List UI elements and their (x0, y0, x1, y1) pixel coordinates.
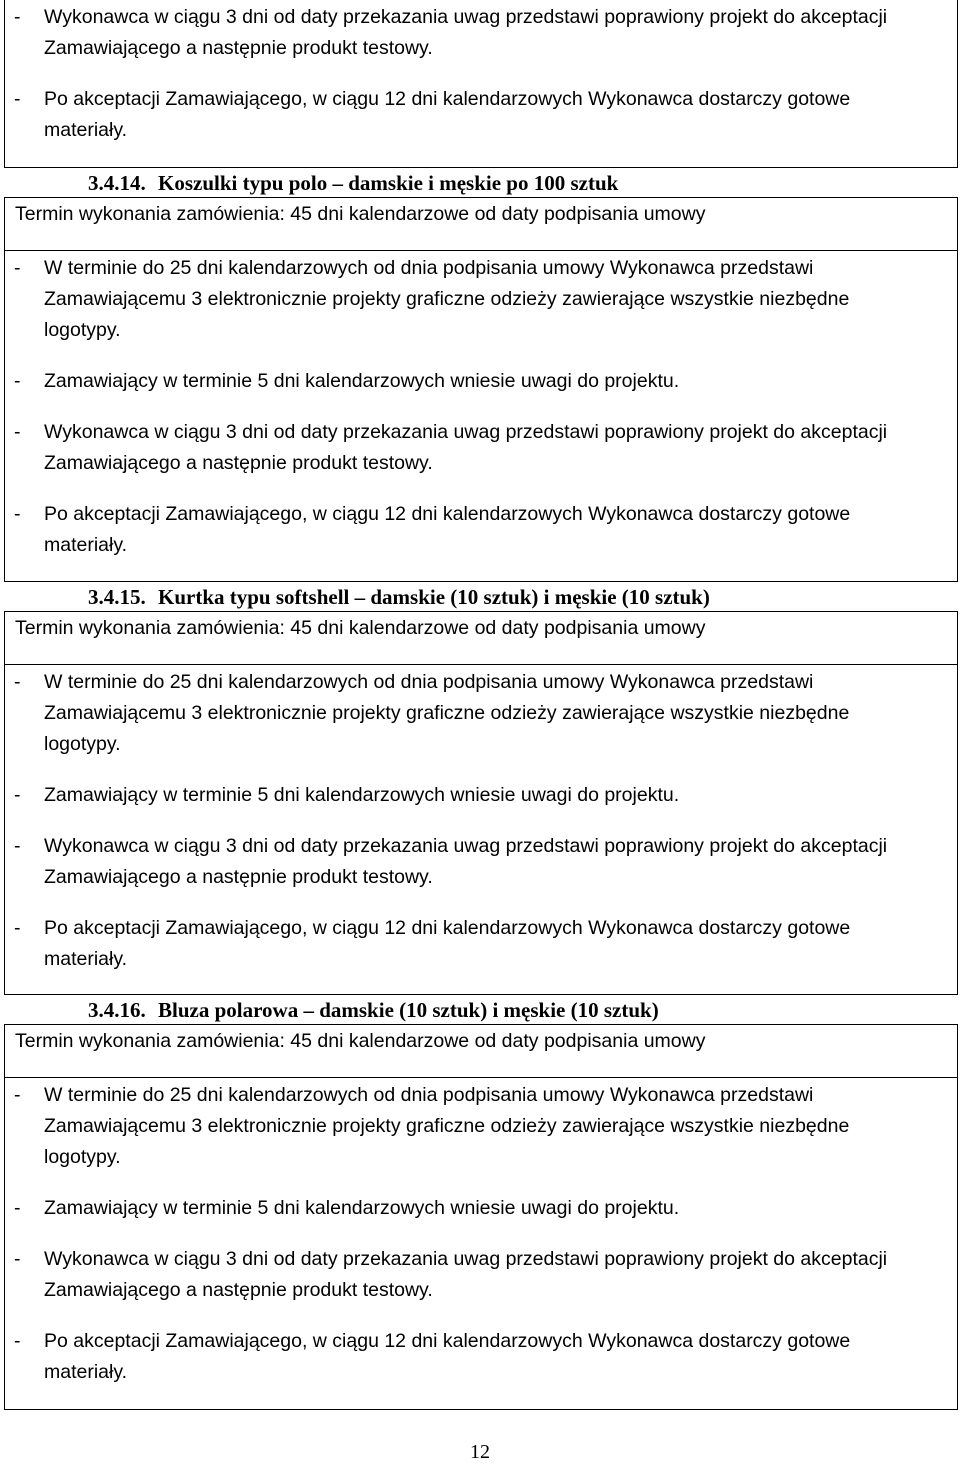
item-line: materiały. (44, 534, 128, 556)
section-number: 3.4.15. (88, 585, 146, 609)
item-line: Po akceptacji Zamawiającego, w ciągu 12 dni kalendarzowych Wykonawca dostarczy gotowe (44, 503, 851, 525)
bullet-dash: - (14, 671, 21, 693)
bullet-dash: - (14, 503, 21, 525)
item-line: Wykonawca w ciągu 3 dni od daty przekazania uwag przedstawi poprawiony projekt do akceptacji (44, 835, 888, 857)
section-title: Kurtka typu softshell – damskie (10 sztuk) i męskie (10 sztuk) (158, 585, 710, 609)
item-line: Zamawiającemu 3 elektronicznie projekty graficzne odzieży zawierające wszystkie niezbędne (44, 702, 850, 724)
bullet-dash: - (14, 370, 21, 392)
item-line: Zamawiającemu 3 elektronicznie projekty graficzne odzieży zawierające wszystkie niezbędne (44, 288, 850, 310)
item-line: Po akceptacji Zamawiającego, w ciągu 12 dni kalendarzowych Wykonawca dostarczy gotowe (44, 917, 851, 939)
requirements-cell (4, 250, 958, 582)
bullet-dash: - (14, 6, 21, 28)
item-line: Wykonawca w ciągu 3 dni od daty przekazania uwag przedstawi poprawiony projekt do akceptacji (44, 1248, 888, 1270)
bullet-dash: - (14, 1330, 21, 1352)
section-title: Koszulki typu polo – damskie i męskie po 100 sztuk (158, 171, 619, 195)
item-line: Zamawiającego a następnie produkt testowy. (44, 1279, 433, 1301)
term-text: Termin wykonania zamówienia: 45 dni kalendarzowe od daty podpisania umowy (15, 1030, 706, 1052)
item-line: Zamawiającego a następnie produkt testowy. (44, 37, 433, 59)
term-text: Termin wykonania zamówienia: 45 dni kalendarzowe od daty podpisania umowy (15, 617, 706, 639)
item-line: Zamawiający w terminie 5 dni kalendarzowych wniesie uwagi do projektu. (44, 370, 680, 392)
item-line: logotypy. (44, 1146, 121, 1168)
item-line: Zamawiającego a następnie produkt testowy. (44, 452, 433, 474)
item-line: materiały. (44, 119, 128, 141)
term-text: Termin wykonania zamówienia: 45 dni kalendarzowe od daty podpisania umowy (15, 203, 706, 225)
item-line: Zamawiający w terminie 5 dni kalendarzowych wniesie uwagi do projektu. (44, 784, 680, 806)
item-line: W terminie do 25 dni kalendarzowych od dnia podpisania umowy Wykonawca przedstawi (44, 257, 814, 279)
bullet-dash: - (14, 421, 21, 443)
section-heading (88, 997, 659, 1023)
item-line: Wykonawca w ciągu 3 dni od daty przekazania uwag przedstawi poprawiony projekt do akceptacji (44, 6, 888, 28)
requirements-cell (4, 1077, 958, 1410)
item-line: Po akceptacji Zamawiającego, w ciągu 12 dni kalendarzowych Wykonawca dostarczy gotowe (44, 1330, 851, 1352)
section-heading (88, 170, 618, 196)
item-line: Zamawiającego a następnie produkt testowy. (44, 866, 433, 888)
item-line: materiały. (44, 1361, 128, 1383)
page-number: 12 (470, 1441, 490, 1463)
bullet-dash: - (14, 88, 21, 110)
item-line: Zamawiającemu 3 elektronicznie projekty graficzne odzieży zawierające wszystkie niezbędne (44, 1115, 850, 1137)
bullet-dash: - (14, 835, 21, 857)
requirements-cell (4, 664, 958, 995)
item-line: W terminie do 25 dni kalendarzowych od dnia podpisania umowy Wykonawca przedstawi (44, 671, 814, 693)
item-line: W terminie do 25 dni kalendarzowych od dnia podpisania umowy Wykonawca przedstawi (44, 1084, 814, 1106)
bullet-dash: - (14, 917, 21, 939)
section-heading (88, 584, 710, 610)
bullet-dash: - (14, 1084, 21, 1106)
item-line: Wykonawca w ciągu 3 dni od daty przekazania uwag przedstawi poprawiony projekt do akceptacji (44, 421, 888, 443)
item-line: logotypy. (44, 319, 121, 341)
section-number: 3.4.16. (88, 998, 146, 1022)
item-line: logotypy. (44, 733, 121, 755)
section-title: Bluza polarowa – damskie (10 sztuk) i męskie (10 sztuk) (158, 998, 659, 1022)
bullet-dash: - (14, 1248, 21, 1270)
section-number: 3.4.14. (88, 171, 146, 195)
bullet-dash: - (14, 784, 21, 806)
item-line: Po akceptacji Zamawiającego, w ciągu 12 dni kalendarzowych Wykonawca dostarczy gotowe (44, 88, 851, 110)
bullet-dash: - (14, 1197, 21, 1219)
item-line: materiały. (44, 948, 128, 970)
item-line: Zamawiający w terminie 5 dni kalendarzowych wniesie uwagi do projektu. (44, 1197, 680, 1219)
bullet-dash: - (14, 257, 21, 279)
